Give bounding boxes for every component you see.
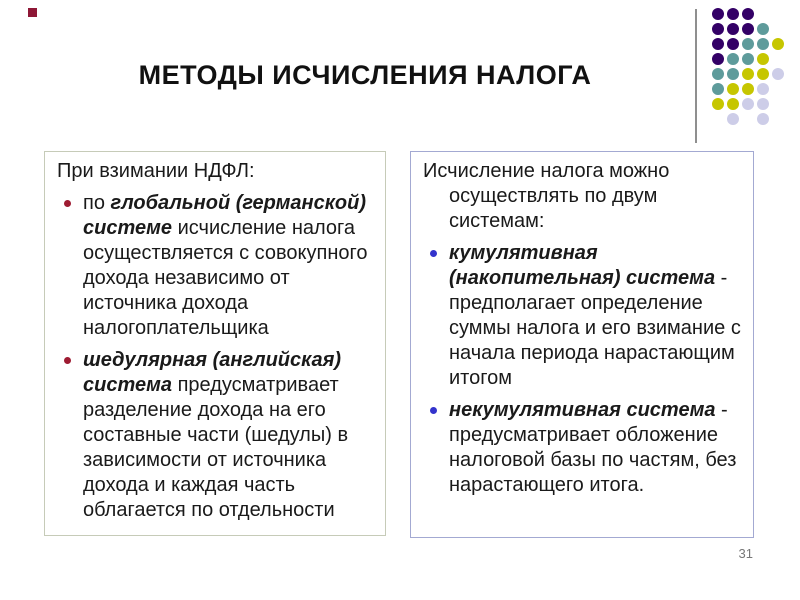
decorative-dot	[727, 68, 739, 80]
bullet-text: шедулярная (английская) система предусматривает разделение дохода на его составные части (шедулы) в зависимости от источника дохода и каждая часть облагается по отдельности	[83, 349, 349, 521]
list-item	[57, 191, 377, 341]
decorative-dot	[712, 53, 724, 65]
bullet-dot-icon	[430, 407, 437, 414]
decorative-dot	[772, 68, 784, 80]
bullet-text: кумулятивная (накопительная) система - предполагает определение суммы налога и его взимание с начала периода нарастающим итогом	[449, 242, 741, 389]
bullet-dot-icon	[64, 357, 71, 364]
bullet-text: некумулятивная система - предусматривает обложение налоговой базы по частям, без нарастающего итога.	[449, 399, 737, 496]
decorative-dot	[757, 98, 769, 110]
decorative-dot	[742, 68, 754, 80]
decorative-dot	[742, 23, 754, 35]
left-text-box	[44, 151, 386, 536]
decorative-dot	[742, 53, 754, 65]
decorative-dot	[712, 98, 724, 110]
left-bullet-list	[57, 191, 377, 523]
decorative-dot	[727, 83, 739, 95]
left-box-intro: При взимании НДФЛ:	[57, 160, 255, 182]
right-box-intro: Исчисление налога можно осуществлять по двум системам:	[423, 160, 670, 232]
vertical-divider-line	[695, 9, 697, 143]
decorative-dot	[727, 23, 739, 35]
decorative-dot	[742, 8, 754, 20]
bullet-dot-icon	[430, 250, 437, 257]
decorative-dot	[727, 53, 739, 65]
bullet-text: по глобальной (германской) системе исчисление налога осуществляется с совокупного дохода независимо от источника дохода налогоплательщика	[83, 192, 368, 339]
decorative-dot	[757, 113, 769, 125]
decorative-dot	[742, 38, 754, 50]
decorative-dot	[772, 38, 784, 50]
page-number: 31	[738, 546, 753, 561]
slide-title: МЕТОДЫ ИСЧИСЛЕНИЯ НАЛОГА	[138, 60, 592, 90]
decorative-dot	[727, 113, 739, 125]
decorative-dot	[712, 8, 724, 20]
decorative-dot	[757, 38, 769, 50]
decorative-dot	[757, 68, 769, 80]
decorative-dot	[727, 38, 739, 50]
right-text-box	[410, 151, 754, 538]
accent-square-decoration	[28, 8, 37, 17]
decorative-dot	[757, 53, 769, 65]
decorative-dot	[757, 23, 769, 35]
list-item	[423, 241, 745, 391]
decorative-dot	[727, 98, 739, 110]
decorative-dot	[712, 83, 724, 95]
right-bullet-list	[423, 241, 745, 498]
decorative-dot	[757, 83, 769, 95]
decorative-dot	[742, 98, 754, 110]
decorative-dots-pattern	[712, 8, 798, 130]
decorative-dot	[712, 23, 724, 35]
list-item	[423, 398, 745, 498]
decorative-dot	[712, 38, 724, 50]
decorative-dot	[712, 68, 724, 80]
bullet-dot-icon	[64, 200, 71, 207]
decorative-dot	[742, 83, 754, 95]
list-item	[57, 348, 377, 523]
decorative-dot	[727, 8, 739, 20]
